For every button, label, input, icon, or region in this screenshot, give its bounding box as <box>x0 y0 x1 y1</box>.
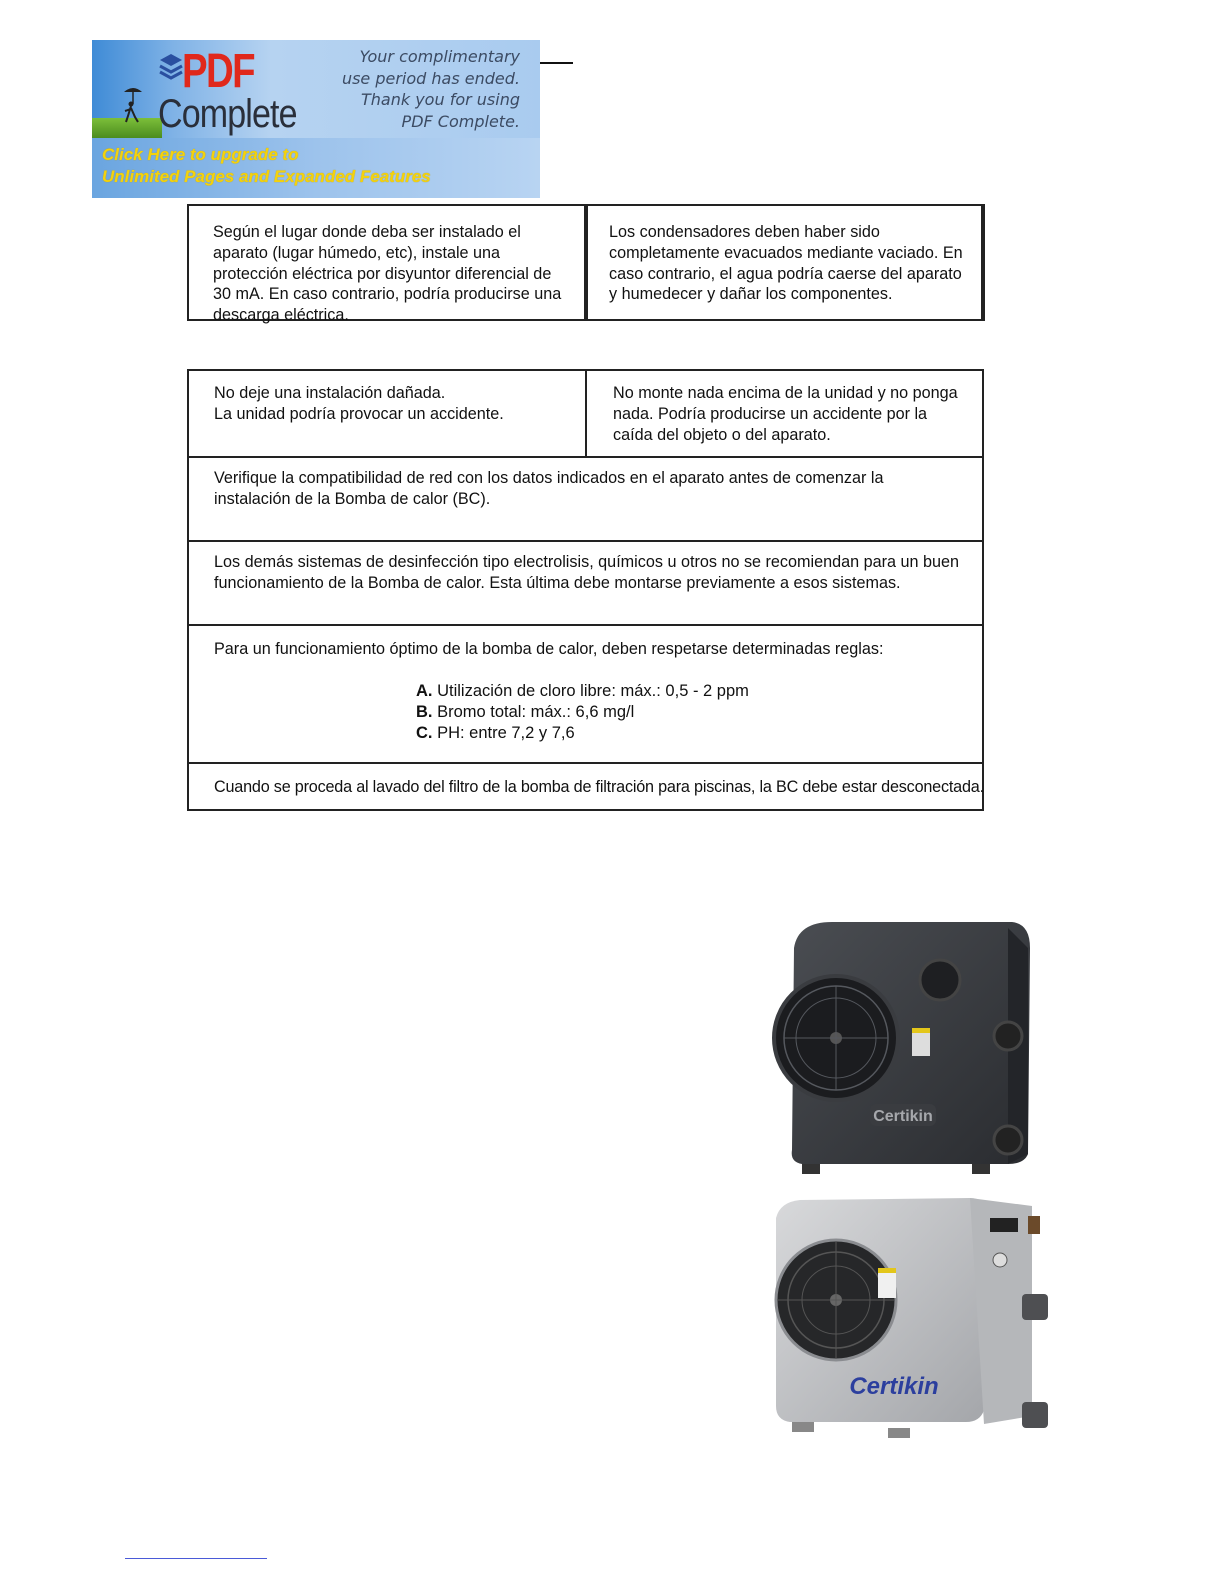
rule-text: PH: entre 7,2 y 7,6 <box>437 723 575 742</box>
warning-damaged-installation <box>214 383 574 425</box>
warning-disinfection-systems: Los demás sistemas de desinfección tipo electrolisis, químicos u otros no se recomiendan para un buen funcionamiento de la Bomba de calor. Esta última debe montarse previamente a esos sistemas. <box>214 553 960 592</box>
upgrade-link-line[interactable]: Click Here to upgrade to <box>102 145 299 164</box>
heat-pump-black-image <box>772 918 1034 1186</box>
warning-table-1 <box>187 204 985 325</box>
header-dash <box>540 62 573 64</box>
rule-text: Utilización de cloro libre: máx.: 0,5 - 2 ppm <box>437 682 749 700</box>
logo-complete-text: Complete <box>158 92 297 136</box>
banner-message-line: PDF Complete. <box>401 111 520 131</box>
row-divider <box>189 540 982 542</box>
warning-line: No deje una instalación dañada. <box>214 384 446 402</box>
warning-electrical-protection: Según el lugar donde deba ser instalado el aparato (lugar húmedo, etc), instale una protección eléctrica por disyuntor diferencial de 30 mA. En caso contrario, podría producirse una descarga eléctrica. <box>213 223 562 325</box>
umbrella-figure-icon <box>122 84 144 124</box>
banner-message-line: Your complimentary <box>359 47 520 66</box>
warning-nothing-on-top: No monte nada encima de la unidad y no ponga nada. Podría producirse un accidente por la caída del objeto o del aparato. <box>613 384 958 444</box>
heat-pump-silver-image <box>770 1196 1056 1458</box>
warning-network-compatibility: Verifique la compatibilidad de red con los datos indicados en el aparato antes de comenzar la instalación de la Bomba de calor (BC). <box>214 469 884 508</box>
banner-message-line: Thank you for using <box>361 90 520 109</box>
rule-item <box>416 681 816 702</box>
row-divider <box>189 762 982 764</box>
warning-table-2 <box>187 369 984 811</box>
rule-text: Bromo total: máx.: 6,6 mg/l <box>437 702 635 721</box>
warning-filter-washing: Cuando se proceda al lavado del filtro de la bomba de filtración para piscinas, la BC debe estar desconectada. <box>214 778 984 796</box>
row-divider <box>189 456 982 458</box>
upgrade-link-line[interactable]: Unlimited Pages and Expanded Features <box>102 167 431 186</box>
rule-item <box>416 723 816 744</box>
warning-condensers: Los condensadores deben haber sido completamente evacuados mediante vaciado. En caso contrario, el agua podría caerse del aparato y humedecer y dañar los componentes. <box>609 223 963 304</box>
banner-message <box>320 46 520 132</box>
rule-item <box>416 702 816 723</box>
rule-letter: C. <box>416 723 433 742</box>
water-rules-list <box>416 681 816 743</box>
brand-label: Certikin <box>873 1108 933 1125</box>
layers-icon <box>158 52 184 86</box>
rules-intro: Para un funcionamiento óptimo de la bomba de calor, deben respetarse determinadas reglas: <box>214 640 884 658</box>
warning-line: La unidad podría provocar un accidente. <box>214 404 504 423</box>
logo-pdf-text: PDF <box>182 45 254 98</box>
banner-message-line: use period has ended. <box>341 68 520 88</box>
rule-letter: B. <box>416 702 433 721</box>
footer-link-underline <box>125 1558 267 1559</box>
row-divider <box>189 624 982 626</box>
upgrade-banner[interactable] <box>92 40 540 198</box>
rule-letter: A. <box>416 682 433 700</box>
column-divider <box>584 206 588 319</box>
pdf-complete-logo <box>154 46 326 134</box>
column-divider <box>585 371 587 456</box>
upgrade-link[interactable] <box>102 144 431 188</box>
brand-label: Certikin <box>849 1373 939 1400</box>
